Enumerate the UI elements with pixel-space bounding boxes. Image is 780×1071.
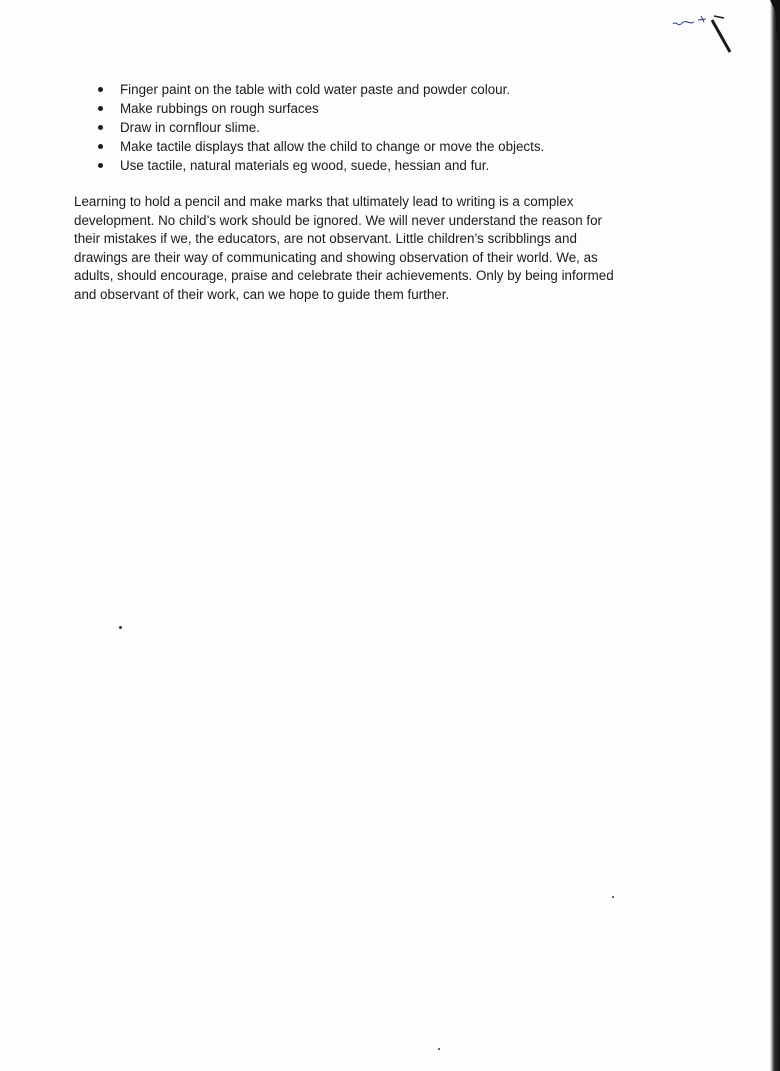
- list-item: [96, 156, 544, 175]
- scan-speck: [119, 626, 122, 629]
- list-item-text: Make rubbings on rough surfaces: [120, 101, 319, 116]
- bullet-icon: [98, 144, 103, 149]
- list-item: [96, 118, 544, 137]
- bullet-icon: [98, 87, 103, 92]
- paragraph-line: Learning to hold a pencil and make marks that ultimately lead to writing is a complex: [74, 194, 574, 209]
- list-item-text: Finger paint on the table with cold water paste and powder colour.: [120, 82, 511, 97]
- paragraph-line: development. No child’s work should be ignored. We will never understand the reason for: [74, 212, 602, 228]
- activity-bullet-list: [96, 80, 544, 175]
- bullet-icon: [98, 106, 103, 111]
- list-item-text: Draw in cornflour slime.: [120, 120, 260, 135]
- scan-speck: [438, 1048, 440, 1050]
- bullet-icon: [98, 163, 103, 168]
- bullet-icon: [98, 125, 103, 130]
- paragraph-line: drawings are their way of communicating and showing observation of their world. We, as: [74, 249, 598, 265]
- body-paragraph: [74, 193, 674, 304]
- list-item: [96, 80, 544, 99]
- list-item-text: Make tactile displays that allow the child to change or move the objects.: [120, 139, 545, 154]
- scan-corner-shadow: [758, 0, 780, 40]
- paragraph-line: their mistakes if we, the educators, are not observant. Little children’s scribblings and: [74, 231, 577, 246]
- paragraph-line: adults, should encourage, praise and celebrate their achievements. Only by being informed: [74, 268, 614, 283]
- handwritten-mark-icon: [668, 10, 738, 60]
- scan-edge-shadow: [770, 0, 780, 1071]
- scan-speck: [612, 896, 614, 898]
- paragraph-line: and observant of their work, can we hope to guide them further.: [74, 286, 450, 302]
- list-item-text: Use tactile, natural materials eg wood, suede, hessian and fur.: [120, 158, 490, 173]
- list-item: [96, 137, 544, 156]
- list-item: [96, 99, 544, 118]
